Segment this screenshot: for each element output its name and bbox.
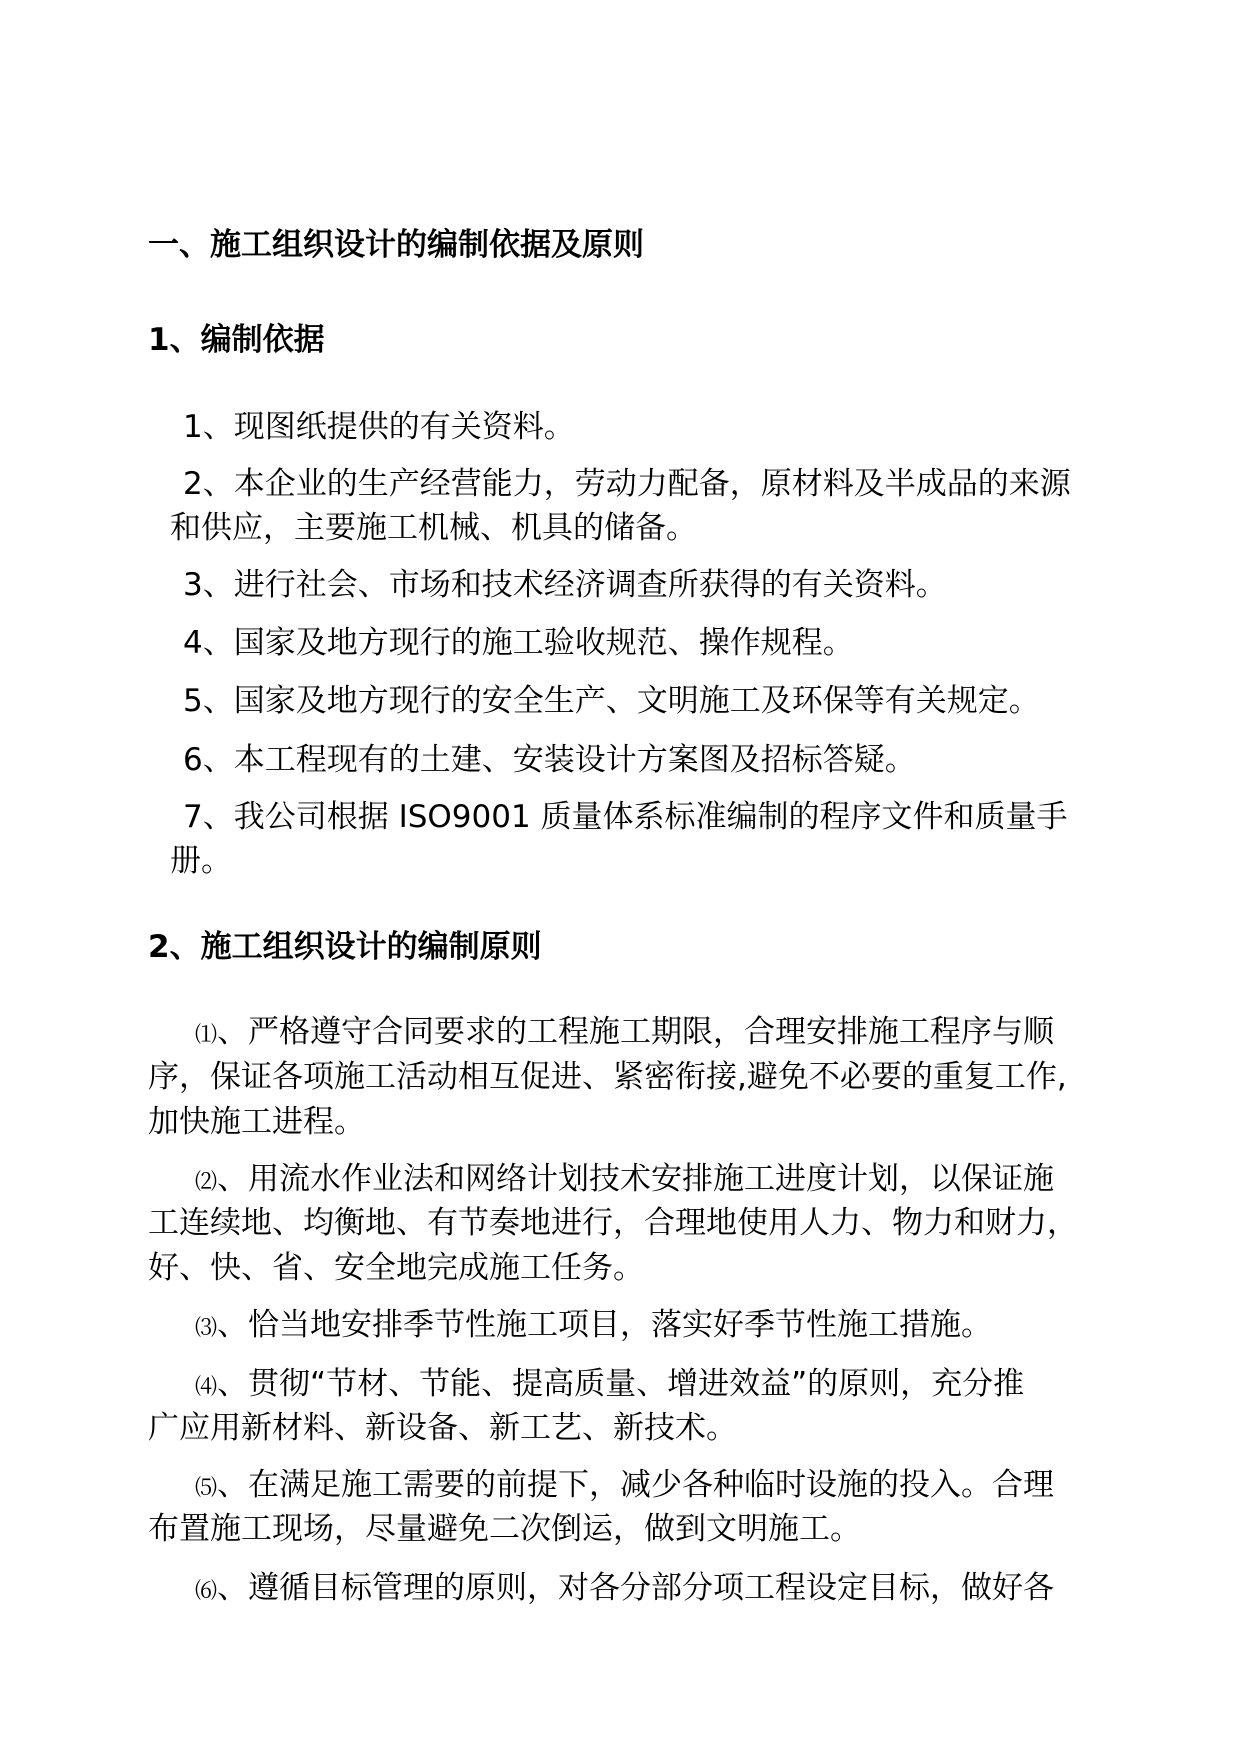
principle-text: 、遵循目标管理的原则，对各分部分项工程设定目标，做好各 [217, 1570, 1055, 1606]
section-heading-basis: 1、编制依据 [148, 322, 325, 358]
principle-text: 、贯彻“节材、节能、提高质量、增进效益”的原则，充分推 [217, 1366, 1025, 1402]
principle-item-2-cont: 好、快、省、安全地完成施工任务。 [148, 1250, 644, 1286]
principle-item-3 [195, 1303, 992, 1351]
basis-item-4: 4、国家及地方现行的施工验收规范、操作规程。 [183, 625, 854, 661]
principle-item-5-cont: 布置施工现场，尽量避免二次倒运，做到文明施工。 [148, 1511, 861, 1547]
principle-text: 、用流水作业法和网络计划技术安排施工进度计划，以保证施 [217, 1161, 1055, 1197]
principle-number: ⑵ [195, 1170, 218, 1195]
basis-item-1: 1、现图纸提供的有关资料。 [183, 409, 575, 445]
basis-item-6: 6、本工程现有的土建、安装设计方案图及招标答疑。 [183, 742, 916, 778]
principle-number: ⑷ [195, 1375, 218, 1400]
principle-item-2 [195, 1157, 1054, 1205]
document-title: 一、施工组织设计的编制依据及原则 [148, 227, 644, 263]
principle-text: 、恰当地安排季节性施工项目，落实好季节性施工措施。 [217, 1307, 993, 1343]
basis-item-2: 2、本企业的生产经营能力，劳动力配备，原材料及半成品的来源 [183, 466, 1071, 502]
basis-item-5: 5、国家及地方现行的安全生产、文明施工及环保等有关规定。 [183, 683, 1040, 719]
principle-item-1 [195, 1010, 1054, 1058]
principle-text: 、在满足施工需要的前提下，减少各种临时设施的投入。合理 [217, 1467, 1055, 1503]
principle-item-2-cont: 工连续地、均衡地、有节奏地进行，合理地使用人力、物力和财力， [148, 1205, 1078, 1241]
principle-item-5 [195, 1463, 1054, 1511]
principle-item-1-cont: 序，保证各项施工活动相互促进、紧密衔接,避免不必要的重复工作, [148, 1059, 1067, 1095]
basis-item-7-cont: 册。 [170, 843, 232, 879]
principle-item-1-cont: 加快施工进程。 [148, 1104, 365, 1140]
principle-number: ⑸ [195, 1476, 218, 1501]
section-heading-principles: 2、施工组织设计的编制原则 [148, 929, 542, 965]
basis-item-2-cont: 和供应，主要施工机械、机具的储备。 [170, 510, 697, 546]
principle-text: 、严格遵守合同要求的工程施工期限，合理安排施工程序与顺 [217, 1014, 1055, 1050]
basis-item-3: 3、进行社会、市场和技术经济调查所获得的有关资料。 [183, 567, 947, 603]
principle-item-6 [195, 1566, 1054, 1614]
principle-item-4-cont: 广应用新材料、新设备、新工艺、新技术。 [148, 1410, 737, 1446]
principle-number: ⑹ [195, 1579, 218, 1604]
principle-number: ⑴ [195, 1023, 218, 1048]
basis-item-7: 7、我公司根据 ISO9001 质量体系标准编制的程序文件和质量手 [183, 799, 1068, 835]
principle-item-4 [195, 1362, 1024, 1410]
principle-number: ⑶ [195, 1316, 218, 1341]
